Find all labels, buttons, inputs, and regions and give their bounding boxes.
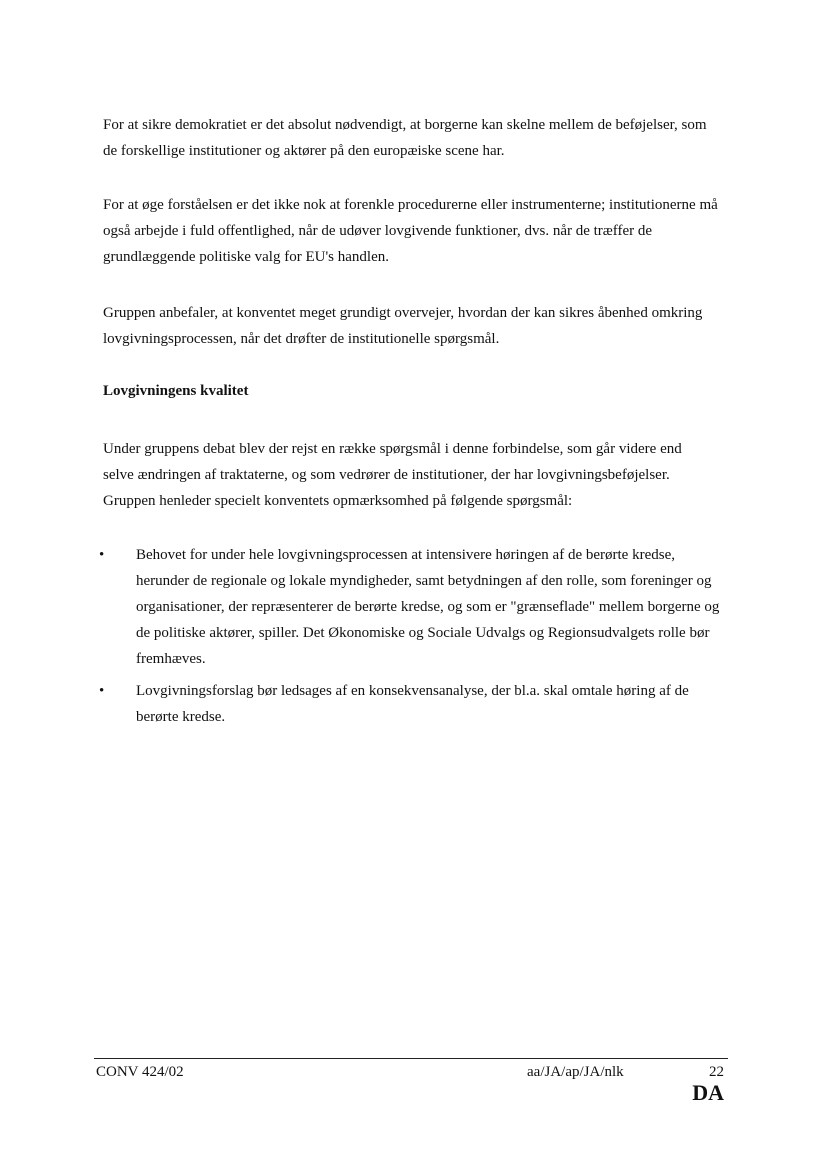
page-number: 22 (709, 1064, 724, 1080)
language-code: DA (692, 1080, 724, 1105)
paragraph-understanding: For at øge forståelsen er det ikke nok at forenkle procedurerne eller instrumenterne; institutionerne må også arbejde i fuld offentlighed, når de udøver lovgivende funktioner, dvs. når de træffer de grundlæggende politiske valg for EU's handlen. (103, 197, 718, 265)
footer-divider (94, 1058, 728, 1059)
bullet-marker: • (99, 683, 105, 699)
paragraph-openness: Gruppen anbefaler, at konventet meget grundigt overvejer, hvordan der kan sikres åbenhed omkring lovgivningsprocessen, når det drøfter de institutionelle spørgsmål. (103, 305, 703, 347)
paragraph-debate: Under gruppens debat blev der rejst en række spørgsmål i denne forbindelse, som går videre end selve ændringen af traktaterne, og som vedrører de institutioner, der har lovgivningsbeføjelser. Gruppen henleder specielt konventets opmærksomhed på følgende spørgsmål: (103, 441, 682, 509)
bullet-marker: • (99, 547, 105, 563)
bullet-text: Lovgivningsforslag bør ledsages af en konsekvensanalyse, der bl.a. skal omtale høring af de berørte kredse. (136, 683, 689, 725)
document-reference: CONV 424/02 (96, 1064, 184, 1080)
bullet-text: Behovet for under hele lovgivningsprocessen at intensivere høringen af de berørte kredse, herunder de regionale og lokale myndigheder, samt betydningen af den rolle, som foreninger og organisationer, der repræsenterer de berørte kredse, og som er "grænseflade" mellem borgerne og de politiske aktører, spiller. Det Økonomiske og Sociale Udvalgs og Regionsudvalgets rolle bør fremhæves. (136, 547, 720, 667)
section-heading: Lovgivningens kvalitet (103, 383, 249, 399)
author-initials: aa/JA/ap/JA/nlk (527, 1064, 624, 1080)
paragraph-democracy: For at sikre demokratiet er det absolut nødvendigt, at borgerne kan skelne mellem de beføjelser, som de forskellige institutioner og aktører på den europæiske scene har. (103, 117, 707, 159)
